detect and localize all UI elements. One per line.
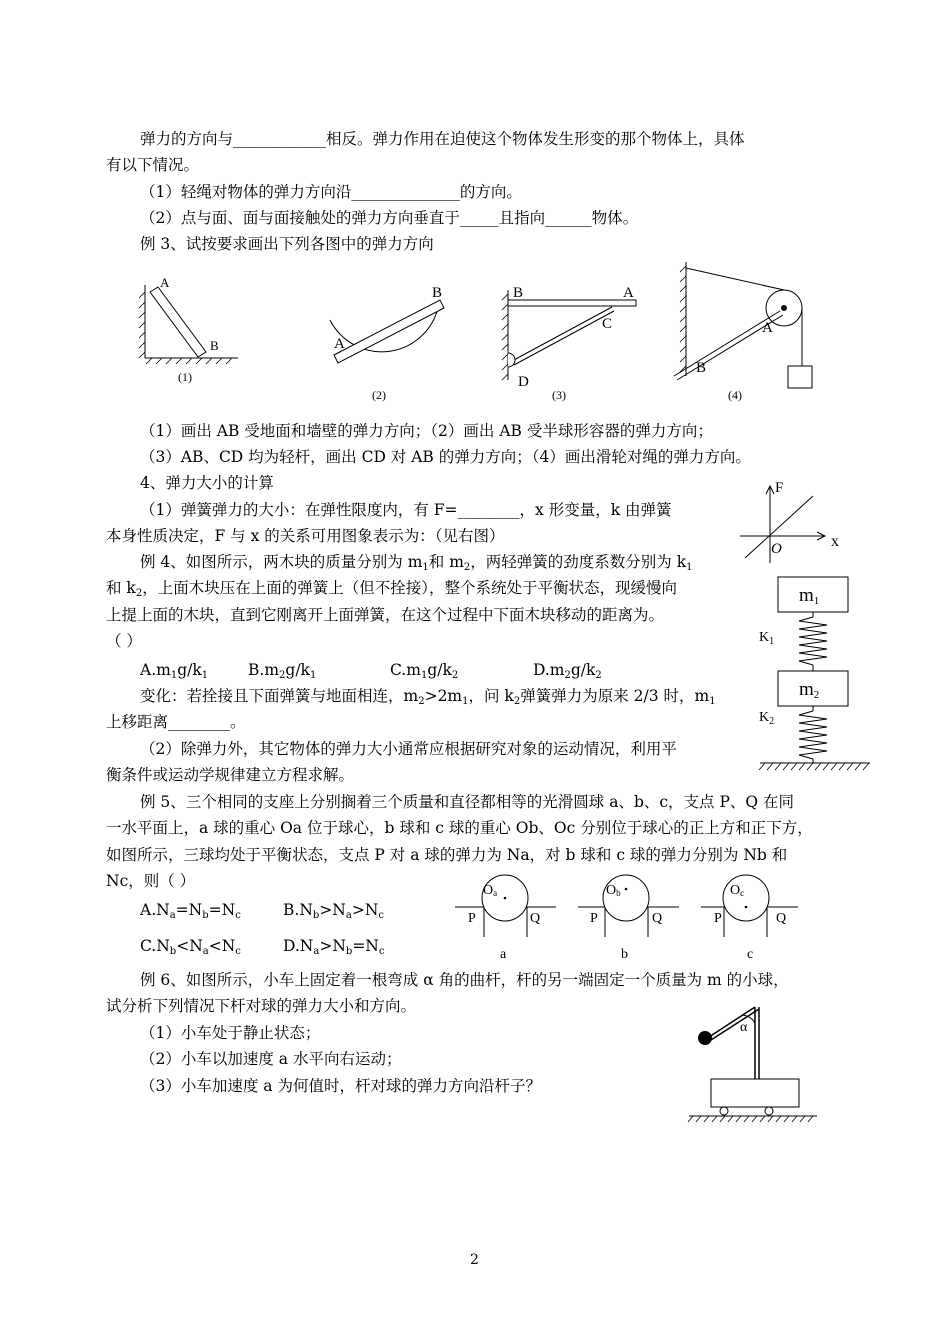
figure-cart-rod [685, 995, 825, 1135]
spring-k2-label: $K_2$ [759, 710, 775, 727]
figure-f-x-graph [735, 478, 845, 568]
label-b: B [210, 338, 219, 353]
ball-label-a: a [500, 947, 507, 962]
label-c: C [602, 316, 613, 332]
text-line: （1）弹簧弹力的大小：在弹性限度内，有 F=________，x 形变量，k 由弹簧 [140, 501, 672, 519]
ball-label-b: b [621, 947, 628, 962]
figure-springs-blocks [755, 575, 875, 775]
label-b: B [432, 285, 443, 301]
figure-pulley [670, 258, 830, 406]
block-m1-label: m1 [799, 585, 820, 607]
spring-k1-label: $K_1$ [759, 630, 775, 647]
text-line: 试分析下列情况下杆对球的弹力大小和方向。 [106, 997, 417, 1015]
label-a: A [160, 275, 170, 290]
angle-alpha-label: α [740, 1020, 748, 1035]
text-line: 弹力的方向与____________相反。弹力作用在迫使这个物体发生形变的那个物体上，具体 [140, 130, 745, 148]
option-b: $B.m_2g/k_1$ [248, 661, 317, 681]
label-b: B [513, 285, 524, 301]
support-p: P [714, 911, 722, 926]
option-a: $A.N_a=N_b=N_c$ [140, 901, 241, 921]
ball-label-c: c [747, 947, 754, 962]
option-c: $C.m_1g/k_2$ [390, 661, 459, 681]
text-line: 例 5、三个相同的支座上分别搁着三个质量和直径都相等的光滑圆球 a、b、c，支点 P、Q 在同 [140, 793, 795, 811]
text-line: （1）画出 AB 受地面和墙壁的弹力方向；（2）画出 AB 受半球形容器的弹力方向； [140, 422, 713, 440]
option-b: $B.N_b>N_a>N_c$ [283, 901, 384, 921]
figure-caption: (4) [728, 388, 742, 402]
center-label-oc: Oc [730, 883, 745, 898]
figure-bracket [490, 280, 650, 405]
text-line: 上移距离________。 [106, 713, 246, 731]
support-q: Q [776, 911, 787, 926]
support-q: Q [652, 911, 663, 926]
text-line: 例 6、如图所示，小车上固定着一根弯成 α 角的曲杆，杆的另一端固定一个质量为 m 的小球， [140, 971, 789, 989]
label-a: A [762, 320, 773, 336]
text-line: 如图所示，三球均处于平衡状态，支点 P 对 a 球的弹力为 Na，对 b 球和 c 球的弹力分别为 Nb 和 [106, 846, 788, 864]
text-line: 有以下情况。 [106, 156, 200, 174]
option-d: $D.N_a>N_b=N_c$ [283, 937, 385, 957]
text-line: 上提上面的木块，直到它刚离开上面弹簧，在这个过程中下面木块移动的距离为。 [106, 606, 665, 624]
label-b: B [696, 360, 707, 376]
option-d: $D.m_2g/k_2$ [533, 661, 602, 681]
page-number: 2 [470, 1252, 479, 1268]
text-line: Nc，则（ ） [106, 872, 196, 890]
text-line: （3）AB、CD 均为轻杆，画出 CD 对 AB 的弹力方向；（4）画出滑轮对绳的弹力方向。 [140, 448, 751, 466]
figure-rod-bowl [320, 280, 450, 405]
figure-rod-wall [130, 270, 250, 390]
text-line: （2）小车以加速度 a 水平向右运动； [140, 1050, 402, 1068]
figure-caption: (1) [178, 370, 192, 384]
axis-label-f: F [775, 480, 784, 496]
support-p: P [468, 911, 476, 926]
figure-caption: (2) [372, 388, 386, 402]
text-line: （3）小车加速度 a 为何值时，杆对球的弹力方向沿杆子？ [140, 1077, 541, 1095]
text-line: 本身性质决定，F 与 x 的关系可用图象表示为：（见右图） [106, 527, 505, 545]
origin-label: O [771, 541, 782, 557]
text-line: （2）点与面、面与面接触处的弹力方向垂直于_____且指向______物体。 [140, 209, 639, 227]
text-line: 4、弹力大小的计算 [140, 474, 274, 492]
center-label-ob: Ob [606, 883, 621, 898]
text-line: 例 3、试按要求画出下列各图中的弹力方向 [140, 235, 434, 253]
text-line: （2）除弹力外，其它物体的弹力大小通常应根据研究对象的运动情况，利用平 [140, 740, 677, 758]
option-a: $A.m_1g/k_1$ [140, 661, 209, 681]
center-label-oa: Oa [483, 883, 498, 898]
block-m2-label: m2 [799, 679, 820, 701]
support-p: P [590, 911, 598, 926]
text-line: 一水平面上，a 球的重心 Oa 位于球心，b 球和 c 球的重心 Ob、Oc 分别位于球心的正上方和正下方， [106, 819, 813, 837]
option-c: $C.N_b<N_a<N_c$ [140, 937, 241, 957]
support-q: Q [530, 911, 541, 926]
label-a: A [623, 285, 634, 301]
label-a: A [334, 336, 345, 352]
figure-three-balls [450, 875, 800, 965]
figure-caption: (3) [552, 388, 566, 402]
text-line: （1）轻绳对物体的弹力方向沿______________的方向。 [140, 183, 522, 201]
axis-label-x: x [831, 533, 839, 550]
text-line: （ ） [106, 632, 142, 650]
text-line: 例 4、如图所示，两木块的质量分别为 $m_1$和 $m_2$，两轻弹簧的劲度系数分别为 $k_1$ [140, 553, 693, 573]
text-line: 变化：若拴接且下面弹簧与地面相连，$m_2>2m_1$，问 $k_2$弹簧弹力为原来 2/3 时，$m_1$ [140, 687, 716, 707]
label-d: D [518, 374, 529, 390]
text-line: （1）小车处于静止状态； [140, 1024, 321, 1042]
text-line: 衡条件或运动学规律建立方程求解。 [106, 766, 355, 784]
text-line: 和 $k_2$，上面木块压在上面的弹簧上（但不拴接），整个系统处于平衡状态，现缓慢向 [106, 579, 677, 599]
